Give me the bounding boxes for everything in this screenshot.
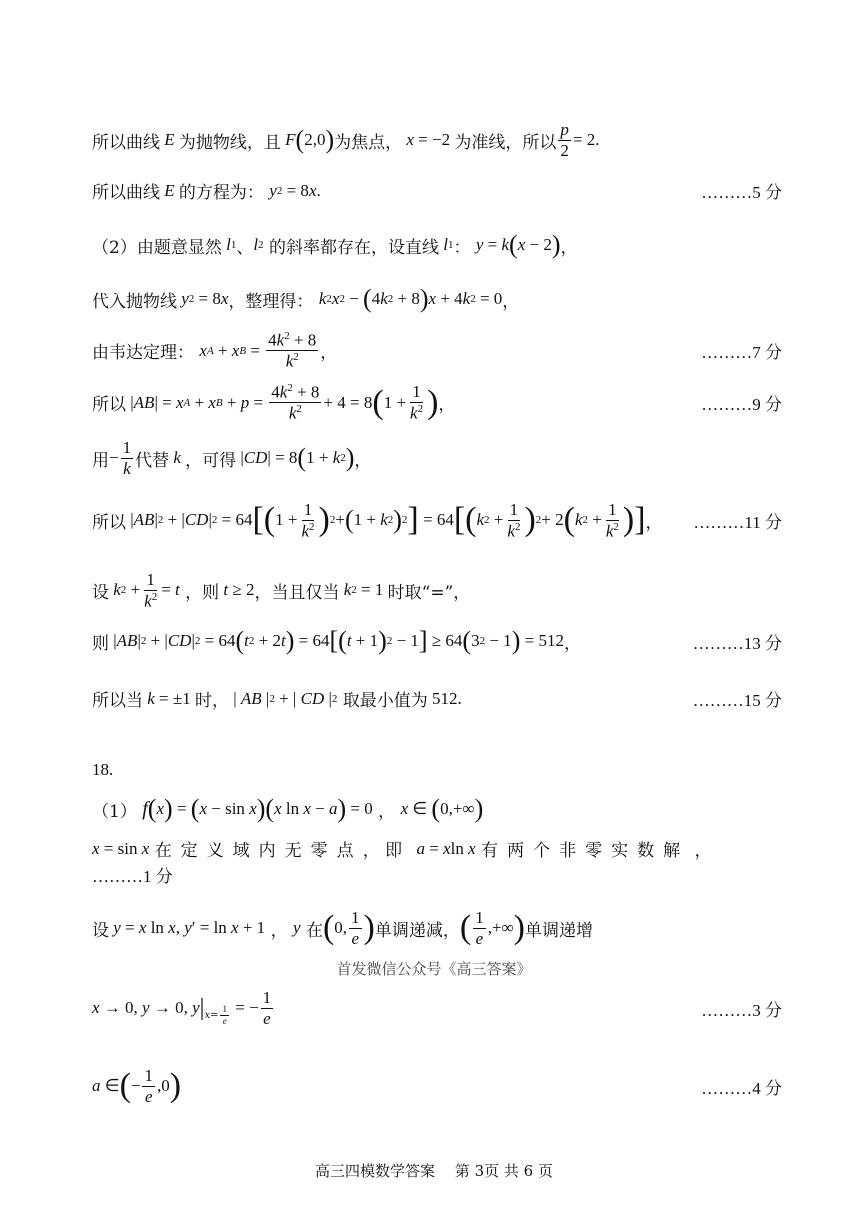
line-text: 由韦达定理： x A + x B = $\frac{4k^2 + 8}{k^2}$ ， bbox=[92, 330, 338, 371]
line-text: 所以曲线 E 为抛物线，且 F ( 2,0 ) 为焦点， x = −2 为准线，所以 $\frac{p}{2}$ = 2. bbox=[92, 120, 600, 160]
answer-line-1 bbox=[92, 120, 782, 160]
question-number-18 bbox=[92, 760, 782, 780]
line-text: 设 k 2 + $\frac{1}{k^2}$ = t ，则 t ≥ 2 ，当且仅当 k 2 = 1 时取“=”， bbox=[92, 570, 471, 611]
answer-line-11 bbox=[92, 686, 782, 711]
line-text: （1） f ( x ) = ( x − sin x )( x ln x − a ) = 0 ， x ∈ ( 0,+∞ ) bbox=[92, 794, 484, 823]
score-mark: ………11 分 bbox=[693, 512, 782, 532]
line-text: 所以 | AB | 2 + | CD | 2 = 64 [ ( 1 + $\frac{1}{k^2}$ ) 2 + ( 1 + k 2 ) 2 ] = 64 [ ( k 2 + $\frac{1}{k^2}$ ) 2 + 2 ( k 2 + $\frac{1}{k^2}$ ) ] ， bbox=[92, 500, 663, 541]
score-mark: ………3 分 bbox=[701, 1000, 782, 1020]
line-text: a ∈ ( − $\frac{1}{e}$ ,0 ) bbox=[92, 1066, 182, 1106]
line-text: 所以 | AB | = x A + x B + p = $\frac{4k^2 + 8}{k^2}$ + 4 = 8 ( 1 + $\frac{1}{k^2}$ ) ， bbox=[92, 382, 456, 423]
line-text: 用 − $\frac{1}{k}$ 代替 k ，可得 | CD | = 8 ( 1 + k 2 ) ， bbox=[92, 438, 372, 478]
score-mark: ………13 分 bbox=[692, 633, 782, 653]
score-mark: ………7 分 bbox=[701, 343, 782, 363]
answer-line-16 bbox=[92, 908, 782, 948]
answer-line-5 bbox=[92, 330, 782, 371]
page-footer: 高三四模数学答案 第 3页 共 6 页 bbox=[315, 1162, 553, 1180]
line-text: （2）由题意显然 l 1 、 l 2 的斜率都存在，设直线 l 1 ： y = k ( x − 2 ) ， bbox=[92, 230, 578, 259]
line-text: x → 0, y → 0, y | x = $\frac{1}{e}$ = − $\frac{1}{e}$ bbox=[92, 988, 272, 1028]
answer-line-14 bbox=[92, 836, 782, 861]
answer-line-17 bbox=[92, 988, 782, 1028]
answer-line-13 bbox=[92, 796, 782, 822]
answer-line-3 bbox=[92, 232, 782, 258]
score-mark: ………5 分 bbox=[701, 183, 782, 202]
score-mark: ………1 分 bbox=[92, 867, 173, 886]
answer-line-9 bbox=[92, 570, 782, 611]
answer-line-7 bbox=[92, 438, 782, 478]
score-mark: ………9 分 bbox=[701, 395, 782, 415]
answer-line-2 bbox=[92, 178, 782, 203]
score-mark: ………15 分 bbox=[692, 691, 782, 710]
line-text: 所以曲线 E 的方程为： y 2 = 8 x . bbox=[92, 180, 321, 203]
watermark-text: 首发微信公众号《高三答案》 bbox=[336, 960, 532, 978]
line-text: 所以当 k = ±1 时， | AB | 2 + | CD | 2 取最小值为 512. bbox=[92, 688, 462, 711]
answer-line-8 bbox=[92, 500, 782, 541]
question-number: 18. bbox=[92, 760, 114, 779]
answer-line-10 bbox=[92, 628, 782, 654]
line-text: 则 | AB | 2 + | CD | 2 = 64 ( t 2 + 2 t ) = 64 [ ( t + 1 ) 2 − 1 ] ≥ 64 ( 3 2 − 1 ) = 512 ， bbox=[92, 626, 581, 655]
answer-line-15 bbox=[92, 862, 782, 887]
answer-line-18 bbox=[92, 1066, 782, 1106]
score-mark: ………4 分 bbox=[701, 1078, 782, 1098]
line-text: 代入抛物线 y 2 = 8 x ，整理得： k 2 x 2 − ( 4 k 2 + 8 ) x + 4 k 2 = 0 ， bbox=[92, 284, 520, 313]
answer-line-6 bbox=[92, 382, 782, 423]
line-text: x = sin x 在定义域内无零点 ， 即 a = x ln x 有两个非零实数解 ， bbox=[92, 838, 712, 861]
answer-line-4 bbox=[92, 286, 782, 312]
line-text: 设 y = x ln x , y ′ = ln x + 1 ， y 在 ( 0, $\frac{1}{e}$ ) 单调递减， ( $\frac{1}{e}$ ,+∞ ) 单调递增 bbox=[92, 908, 593, 948]
